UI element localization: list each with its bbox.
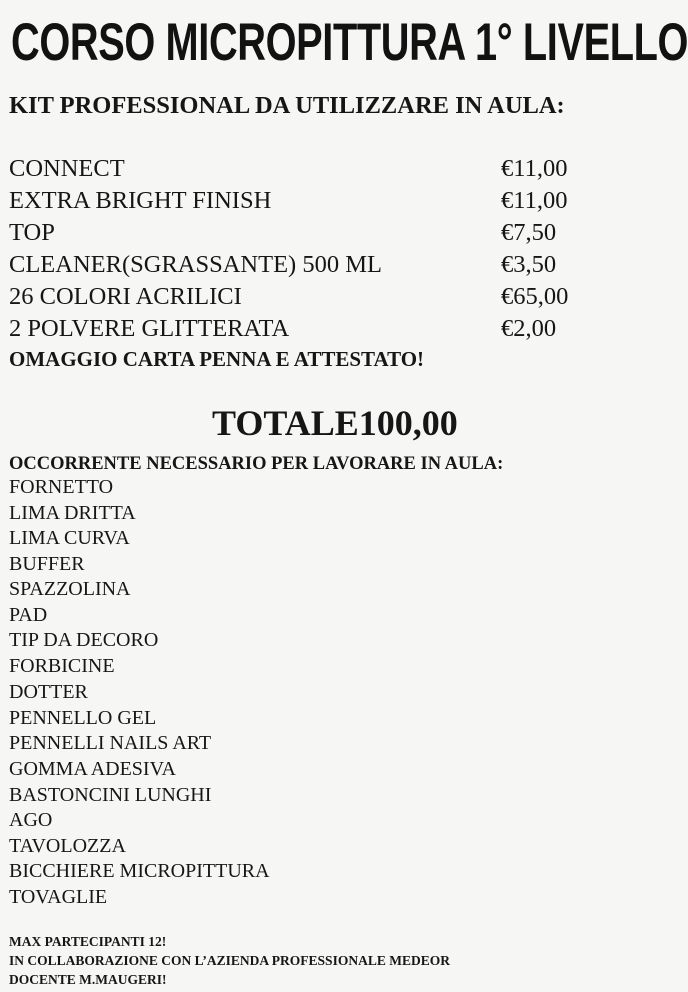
kit-item-price: €11,00 [501,155,568,182]
tool-item: PAD [9,604,48,626]
tool-item: DOTTER [9,681,88,703]
tool-item: BUFFER [9,553,85,575]
kit-item-name: CLEANER(SGRASSANTE) 500 ML [9,251,382,278]
total-amount: TOTALE100,00 [212,403,458,443]
kit-item-name: CONNECT [9,155,125,182]
tool-item: LIMA CURVA [9,527,130,549]
kit-item-price: €7,50 [501,219,557,246]
footer-line: DOCENTE M.MAUGERI! [9,972,167,987]
tool-item: FORBICINE [9,655,115,677]
kit-item-price: €65,00 [501,283,569,310]
needed-heading: OCCORRENTE NECESSARIO PER LAVORARE IN AULA: [9,454,504,474]
kit-item-price: €11,00 [501,187,568,214]
footer-line: MAX PARTECIPANTI 12! [9,934,167,949]
kit-heading: KIT PROFESSIONAL DA UTILIZZARE IN AULA: [9,92,565,119]
tool-item: FORNETTO [9,476,114,498]
tool-item: TAVOLOZZA [9,835,126,857]
kit-item-price: €2,00 [501,315,557,342]
kit-item-price: €3,50 [501,251,557,278]
tool-item: TOVAGLIE [9,886,108,908]
tool-item: BASTONCINI LUNGHI [9,784,212,806]
tool-item: AGO [9,809,53,831]
tool-item: GOMMA ADESIVA [9,758,176,780]
tool-item: PENNELLO GEL [9,707,157,729]
tool-item: SPAZZOLINA [9,578,131,600]
course-title: CORSO MICROPITTURA 1° LIVELLO [11,13,688,72]
tool-item: PENNELLI NAILS ART [9,732,212,754]
kit-item-name: EXTRA BRIGHT FINISH [9,187,272,214]
tool-item: TIP DA DECORO [9,629,159,651]
tool-item: BICCHIERE MICROPITTURA [9,860,270,882]
footer-line: IN COLLABORAZIONE CON L’AZIENDA PROFESSIONALE MEDEOR [9,953,450,968]
kit-item-name: 2 POLVERE GLITTERATA [9,315,290,342]
kit-item-name: 26 COLORI ACRILICI [9,283,242,310]
gift-note: OMAGGIO CARTA PENNA E ATTESTATO! [9,347,425,371]
kit-item-name: TOP [9,219,55,246]
tool-item: LIMA DRITTA [9,502,136,524]
